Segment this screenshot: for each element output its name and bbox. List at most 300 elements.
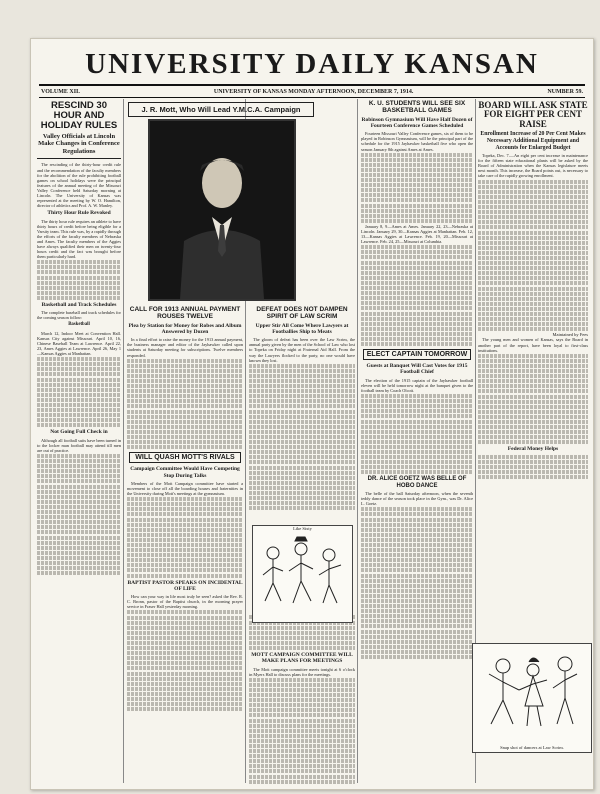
text-line (361, 301, 473, 305)
text-line (249, 460, 355, 464)
text-line (478, 302, 588, 306)
text-line (249, 759, 355, 763)
text-line (478, 317, 588, 321)
headline-rescind: RESCIND 30 HOUR AND HOLIDAY RULES (40, 100, 118, 131)
text-line (127, 533, 243, 537)
text-line (37, 357, 121, 361)
text-line (249, 399, 355, 403)
text-line (478, 395, 588, 399)
text-line (478, 410, 588, 414)
text-line (249, 734, 355, 738)
text-line (249, 384, 355, 388)
text-line (127, 697, 243, 701)
text-line (249, 626, 355, 630)
text-line (249, 455, 355, 459)
text-line (127, 384, 243, 388)
text-line (37, 296, 121, 300)
text-line (361, 528, 473, 532)
text-line (478, 287, 588, 291)
text-line (249, 729, 355, 733)
subhead: Basketball and Track Schedules (41, 301, 117, 308)
text-line (361, 168, 473, 172)
text-line (478, 307, 588, 311)
text-line (478, 200, 588, 204)
text-line (361, 332, 473, 336)
text-line (127, 543, 243, 547)
text-line (37, 474, 121, 478)
text-line (37, 541, 121, 545)
text-line (37, 260, 121, 264)
text-line (361, 430, 473, 434)
text-line (37, 413, 121, 417)
text-line (127, 666, 243, 670)
cartoon-figures (253, 531, 350, 617)
text-line (127, 399, 243, 403)
text-line (361, 614, 473, 618)
text-line (361, 425, 473, 429)
text-line (361, 245, 473, 249)
text-line (361, 188, 473, 192)
text-line (361, 312, 473, 316)
text-line (249, 389, 355, 393)
deck-annual: Plea by Station for Money for Robes and Album Answered by Dozen (128, 322, 242, 335)
headline-board: BOARD WILL ASK STATE FOR EIGHT PER CENT RAISE (478, 100, 588, 129)
text-line (37, 500, 121, 504)
text-line (361, 296, 473, 300)
portrait-figure (150, 121, 294, 299)
deck-defeat: Upper Stir All Come Where Lawyers at Footballies Ship to Meats (255, 322, 349, 335)
text-line (249, 749, 355, 753)
schedule-text: March 12, Indoor Meet at Convention Hall. Kansas City against Missouri. April 10, 16, Chinese Baseball Team at Lawrence. April 22, 23, Ames Aggies at Lawrence. April 26, May 1—Kansas Aggies at Manhattan. (37, 330, 121, 357)
newspaper-page (30, 38, 594, 790)
deck-quash: Campaign Committee Would Have Competing Stop During Talks (130, 466, 240, 479)
text-line (249, 425, 355, 429)
text-line (361, 214, 473, 218)
text-line (361, 518, 473, 522)
text-line (361, 255, 473, 259)
text-line (361, 286, 473, 290)
text-line (249, 476, 355, 480)
text-line (127, 692, 243, 696)
text-line (249, 369, 355, 373)
column-1 (37, 99, 121, 785)
sketch-caption: Snap shot of dancers at Law Scrim. (500, 745, 564, 750)
text-line (37, 464, 121, 468)
text-line (127, 538, 243, 542)
text-line (361, 584, 473, 588)
text-line (37, 383, 121, 387)
text-line (478, 210, 588, 214)
text-line (249, 486, 355, 490)
text-line (37, 525, 121, 529)
subhead: Thirty Hour Rule Revoked (47, 210, 111, 217)
text-line (37, 403, 121, 407)
text-line (478, 205, 588, 209)
text-line (37, 372, 121, 376)
text-line (127, 523, 243, 527)
text-line (361, 163, 473, 167)
portrait-photo (148, 119, 296, 301)
text-line (249, 491, 355, 495)
text-line (249, 496, 355, 500)
text-line (249, 724, 355, 728)
text-line (127, 616, 243, 620)
text-line (37, 408, 121, 412)
dateline-bar (39, 84, 585, 98)
article-text: The rescinding of the thirty-hour credit rule and the recommendation of the faculty members for the abolition of the rule prohibiting football games on school holidays were the principal features of the annual meeting of the Missouri Valley Conference held Saturday morning at Lincoln. The University of Kansas was represented at the meeting by W. O. Hamilton, director of athletics and Prof. A. W. Manley. (37, 162, 121, 209)
text-line (249, 775, 355, 779)
text-line (127, 563, 243, 567)
text-line (127, 672, 243, 676)
article-text: How can your way in life most truly be seen? asked the Rev. R. C. Bronn, pastor of the Baptist church, in the morning prayer service in Fraser Hall yesterday morning. (127, 594, 243, 610)
text-line (249, 754, 355, 758)
article-text: Fourteen Missouri Valley Conference games, six of them to be played in Robinson Gymnasium, will be the principal part of the schedule for the 1915 Jayhawker basketball five who open the season January 8th against Ames at Ames. (361, 131, 473, 152)
text-line (37, 490, 121, 494)
text-line (249, 450, 355, 454)
headline-goetz: DR. ALICE GOETZ WAS BELLE OF HOBO DANCE (367, 476, 467, 489)
text-line (37, 556, 121, 560)
text-line (361, 173, 473, 177)
text-line (249, 435, 355, 439)
text-line (249, 481, 355, 485)
text-line (249, 744, 355, 748)
text-line (37, 530, 121, 534)
text-line (361, 266, 473, 270)
text-line (37, 479, 121, 483)
text-line (127, 631, 243, 635)
text-line (249, 764, 355, 768)
text-line (361, 558, 473, 562)
text-line (249, 703, 355, 707)
text-line (37, 270, 121, 274)
text-line (478, 251, 588, 255)
text-line (249, 631, 355, 635)
text-line (249, 394, 355, 398)
article-text: Topeka, Dec. 7.—An eight per cent increase in maintenance for the fifteen state educational plants will be asked by the Board of Administration when the Kansas legislature meets next month. This increase, the Board points out, is necessary to take care of the rapidly growing enrollment. (478, 153, 588, 179)
text-line (478, 359, 588, 363)
text-line (127, 445, 243, 449)
text-line (478, 384, 588, 388)
text-line (249, 719, 355, 723)
text-line (361, 158, 473, 162)
text-line (37, 418, 121, 422)
text-line (478, 470, 588, 474)
text-line (361, 599, 473, 603)
text-line (249, 683, 355, 687)
text-line (478, 236, 588, 240)
headline-basketball: K. U. STUDENTS WILL SEE SIX BASKETBALL GAMES (368, 100, 466, 114)
text-line (127, 661, 243, 665)
text-line (249, 364, 355, 368)
text-line (361, 394, 473, 398)
article-text: The thirty hour rule requires an athlete to have thirty hours of credit before being eligible for a Varsity team. This rule was, by a rapidly through the efforts of the faculty members of Nebraska and Ames. The faculty members of the Aggies have always qualified their men on twenty-four hours credit and the fact was brought before them particularly hard. (37, 218, 121, 260)
text-line (127, 656, 243, 660)
text-line (127, 610, 243, 614)
text-line (478, 292, 588, 296)
text-line (361, 533, 473, 537)
text-line (249, 466, 355, 470)
text-line (361, 460, 473, 464)
text-line (127, 621, 243, 625)
article-text: Although all football suits have been turned in to the locker man football may attend till men are out of practice. (37, 437, 121, 453)
text-line (127, 641, 243, 645)
text-line (478, 420, 588, 424)
text-line (127, 702, 243, 706)
text-line (37, 546, 121, 550)
text-line (249, 708, 355, 712)
text-line (127, 359, 243, 363)
column-2 (127, 305, 243, 785)
text-line (127, 528, 243, 532)
text-line (361, 512, 473, 516)
text-line (361, 579, 473, 583)
text-line (361, 414, 473, 418)
text-line (249, 636, 355, 640)
text-line (249, 780, 355, 784)
text-line (37, 571, 121, 575)
text-line (127, 574, 243, 578)
text-line (361, 645, 473, 649)
text-line (361, 440, 473, 444)
text-line (478, 246, 588, 250)
text-line (361, 619, 473, 623)
text-line (127, 626, 243, 630)
text-line (361, 635, 473, 639)
date-label: UNIVERSITY OF KANSAS MONDAY AFTERNOON, DECEMBER 7, 1914. (213, 88, 414, 95)
text-line (478, 281, 588, 285)
text-line (127, 425, 243, 429)
volume-label: VOLUME XII. (41, 88, 80, 95)
article-text: The gloom of defeat has been over the Law Scrim, the annual party given by the men of the School of Law who lost to Topeka on Friday night at Fraternal Aid Hall. From the way the Lawyers flocked to the party, no one would have known they lost. (249, 337, 355, 363)
text-line (37, 505, 121, 509)
text-line (127, 512, 243, 516)
text-line (361, 568, 473, 572)
text-line (37, 393, 121, 397)
text-line (127, 677, 243, 681)
text-line (37, 520, 121, 524)
text-line (361, 538, 473, 542)
text-line (37, 469, 121, 473)
text-line (478, 374, 588, 378)
cartoon-illustration (252, 525, 353, 623)
text-line (478, 180, 588, 184)
article-text: The belle of the ball Saturday afternoon, when the seventh teddy dance of the season took place in the Gym., was Dr. Alice L. Goetz. (361, 491, 473, 507)
text-line (37, 281, 121, 285)
text-line (478, 435, 588, 439)
text-line (478, 425, 588, 429)
text-line (478, 400, 588, 404)
text-line (249, 430, 355, 434)
text-line (361, 589, 473, 593)
text-line (127, 682, 243, 686)
text-line (127, 404, 243, 408)
text-line (249, 678, 355, 682)
headline-defeat: DEFEAT DOES NOT DAMPEN SPIRIT OF LAW SCRIM (256, 306, 348, 320)
table-note: Maintained by Fees (552, 332, 588, 338)
text-line (478, 322, 588, 326)
dance-sketch (472, 643, 592, 753)
deck-basketball: Robinson Gymnasium Will Have Half Dozen of Fourteen Conference Games Scheduled (361, 116, 473, 129)
text-line (361, 153, 473, 157)
text-line (361, 548, 473, 552)
text-line (127, 707, 243, 711)
text-line (37, 515, 121, 519)
text-line (37, 388, 121, 392)
deck-rescind: Valley Officials at Lincoln Make Changes in Conference Regulations (38, 132, 120, 155)
text-line (249, 501, 355, 505)
text-line (249, 693, 355, 697)
text-line (249, 374, 355, 378)
text-line (478, 297, 588, 301)
text-line (361, 630, 473, 634)
text-line (478, 460, 588, 464)
text-line (249, 420, 355, 424)
text-line (361, 291, 473, 295)
text-line (127, 410, 243, 414)
headline-captain: ELECT CAPTAIN TOMORROW (363, 349, 471, 360)
text-line (361, 470, 473, 474)
text-line (249, 506, 355, 510)
text-line (361, 281, 473, 285)
text-line (249, 415, 355, 419)
subhead: Not Going Full Check in (50, 429, 108, 436)
text-line (249, 410, 355, 414)
schedule-text: January 8, 9—Ames at Ames. January 22, 23—Nebraska at Lincoln. January 29, 30—Kansas Aggies at Manhattan. Feb. 12, 13—Kansas Aggies at Lawrence. Feb. 19, 20—Missouri at Lawrence. Feb. 24, 25—Missouri at Columbia. (361, 223, 473, 245)
text-line (361, 594, 473, 598)
dancers-drawing (473, 644, 589, 740)
text-line (127, 651, 243, 655)
text-line (37, 367, 121, 371)
text-line (478, 379, 588, 383)
text-line (361, 553, 473, 557)
text-line (478, 195, 588, 199)
text-line (361, 465, 473, 469)
text-line (478, 271, 588, 275)
text-line (127, 389, 243, 393)
text-line (478, 241, 588, 245)
text-line (361, 409, 473, 413)
text-line (361, 342, 473, 346)
text-line (361, 450, 473, 454)
text-line (127, 568, 243, 572)
deck-captain: Guests at Banquet Will Cast Votes for 1915 Football Chief (366, 363, 468, 376)
text-line (37, 551, 121, 555)
text-line (249, 688, 355, 692)
text-line (361, 507, 473, 511)
text-line (361, 455, 473, 459)
text-line (478, 312, 588, 316)
text-line (361, 543, 473, 547)
text-line (37, 454, 121, 458)
text-line (361, 209, 473, 213)
article-text: In a final effort to raise the money for the 1913 annual payment, the business manager and editor of the Jayhawker called upon students at Saturday meeting for subscriptions. Twelve members responded. (127, 337, 243, 358)
text-line (478, 465, 588, 469)
text-line (478, 266, 588, 270)
text-line (361, 306, 473, 310)
text-line (127, 502, 243, 506)
text-line (37, 566, 121, 570)
text-line (127, 394, 243, 398)
text-line (478, 389, 588, 393)
text-line (127, 415, 243, 419)
text-line (249, 379, 355, 383)
text-line (37, 362, 121, 366)
photo-caption: J. R. Mott, Who Will Lead Y.M.C.A. Campaign (128, 102, 314, 117)
text-line (478, 415, 588, 419)
text-line (361, 250, 473, 254)
text-line (361, 219, 473, 223)
text-line (249, 646, 355, 650)
text-line (37, 459, 121, 463)
text-line (249, 641, 355, 645)
divider (37, 158, 121, 159)
text-line (127, 379, 243, 383)
text-line (361, 327, 473, 331)
text-line (249, 471, 355, 475)
text-line (361, 420, 473, 424)
text-line (361, 276, 473, 280)
article-text: Members of the Mott Campaign committee have started a movement to close off all the boarding houses and fraternities in the University during Mott's meetings at the gymnasium. (127, 480, 243, 497)
text-line (37, 510, 121, 514)
text-line (361, 198, 473, 202)
masthead-title: UNIVERSITY DAILY KANSAN (85, 48, 539, 80)
text-line (127, 548, 243, 552)
deck-board: Enrollment Increase of 20 Per Cent Makes Necessary Additional Equipment and Accounts for Enlarged Budget (480, 131, 586, 151)
text-line (478, 440, 588, 444)
article-text: The young men and women of Kansas, says the Board in another part of the report, have been loyal to first-class institutions. (478, 337, 588, 353)
text-line (361, 650, 473, 654)
headline-annual: CALL FOR 1913 ANNUAL PAYMENT ROUSES TWELVE (129, 306, 241, 320)
text-line (361, 523, 473, 527)
text-line (249, 739, 355, 743)
text-line (37, 276, 121, 280)
text-line (127, 497, 243, 501)
text-line (37, 398, 121, 402)
text-line (127, 518, 243, 522)
subhead: Federal Money Helps (507, 446, 559, 453)
text-line (249, 698, 355, 702)
text-line (127, 435, 243, 439)
text-line (478, 276, 588, 280)
text-line (478, 231, 588, 235)
text-line (127, 558, 243, 562)
text-line (361, 435, 473, 439)
text-line (37, 378, 121, 382)
text-line (127, 636, 243, 640)
text-line (478, 369, 588, 373)
text-line (127, 369, 243, 373)
text-line (478, 215, 588, 219)
text-line (361, 183, 473, 187)
photo-caption-box (126, 99, 316, 120)
text-line (37, 265, 121, 269)
text-line (127, 646, 243, 650)
text-line (478, 354, 588, 358)
text-line (127, 430, 243, 434)
text-line (249, 404, 355, 408)
text-line (37, 286, 121, 290)
article-text: The Mott campaign committee meets tonight at 6 o'clock in Myers Hall to discuss plans for the meetings. (249, 666, 355, 677)
text-line (361, 204, 473, 208)
text-line (361, 261, 473, 265)
subhead: BAPTIST PASTOR SPEAKS ON INCIDENTAL OF LIFE (127, 579, 243, 592)
text-line (478, 185, 588, 189)
column-4 (361, 99, 473, 785)
text-line (127, 553, 243, 557)
text-line (361, 640, 473, 644)
text-line (478, 455, 588, 459)
text-line (361, 178, 473, 182)
